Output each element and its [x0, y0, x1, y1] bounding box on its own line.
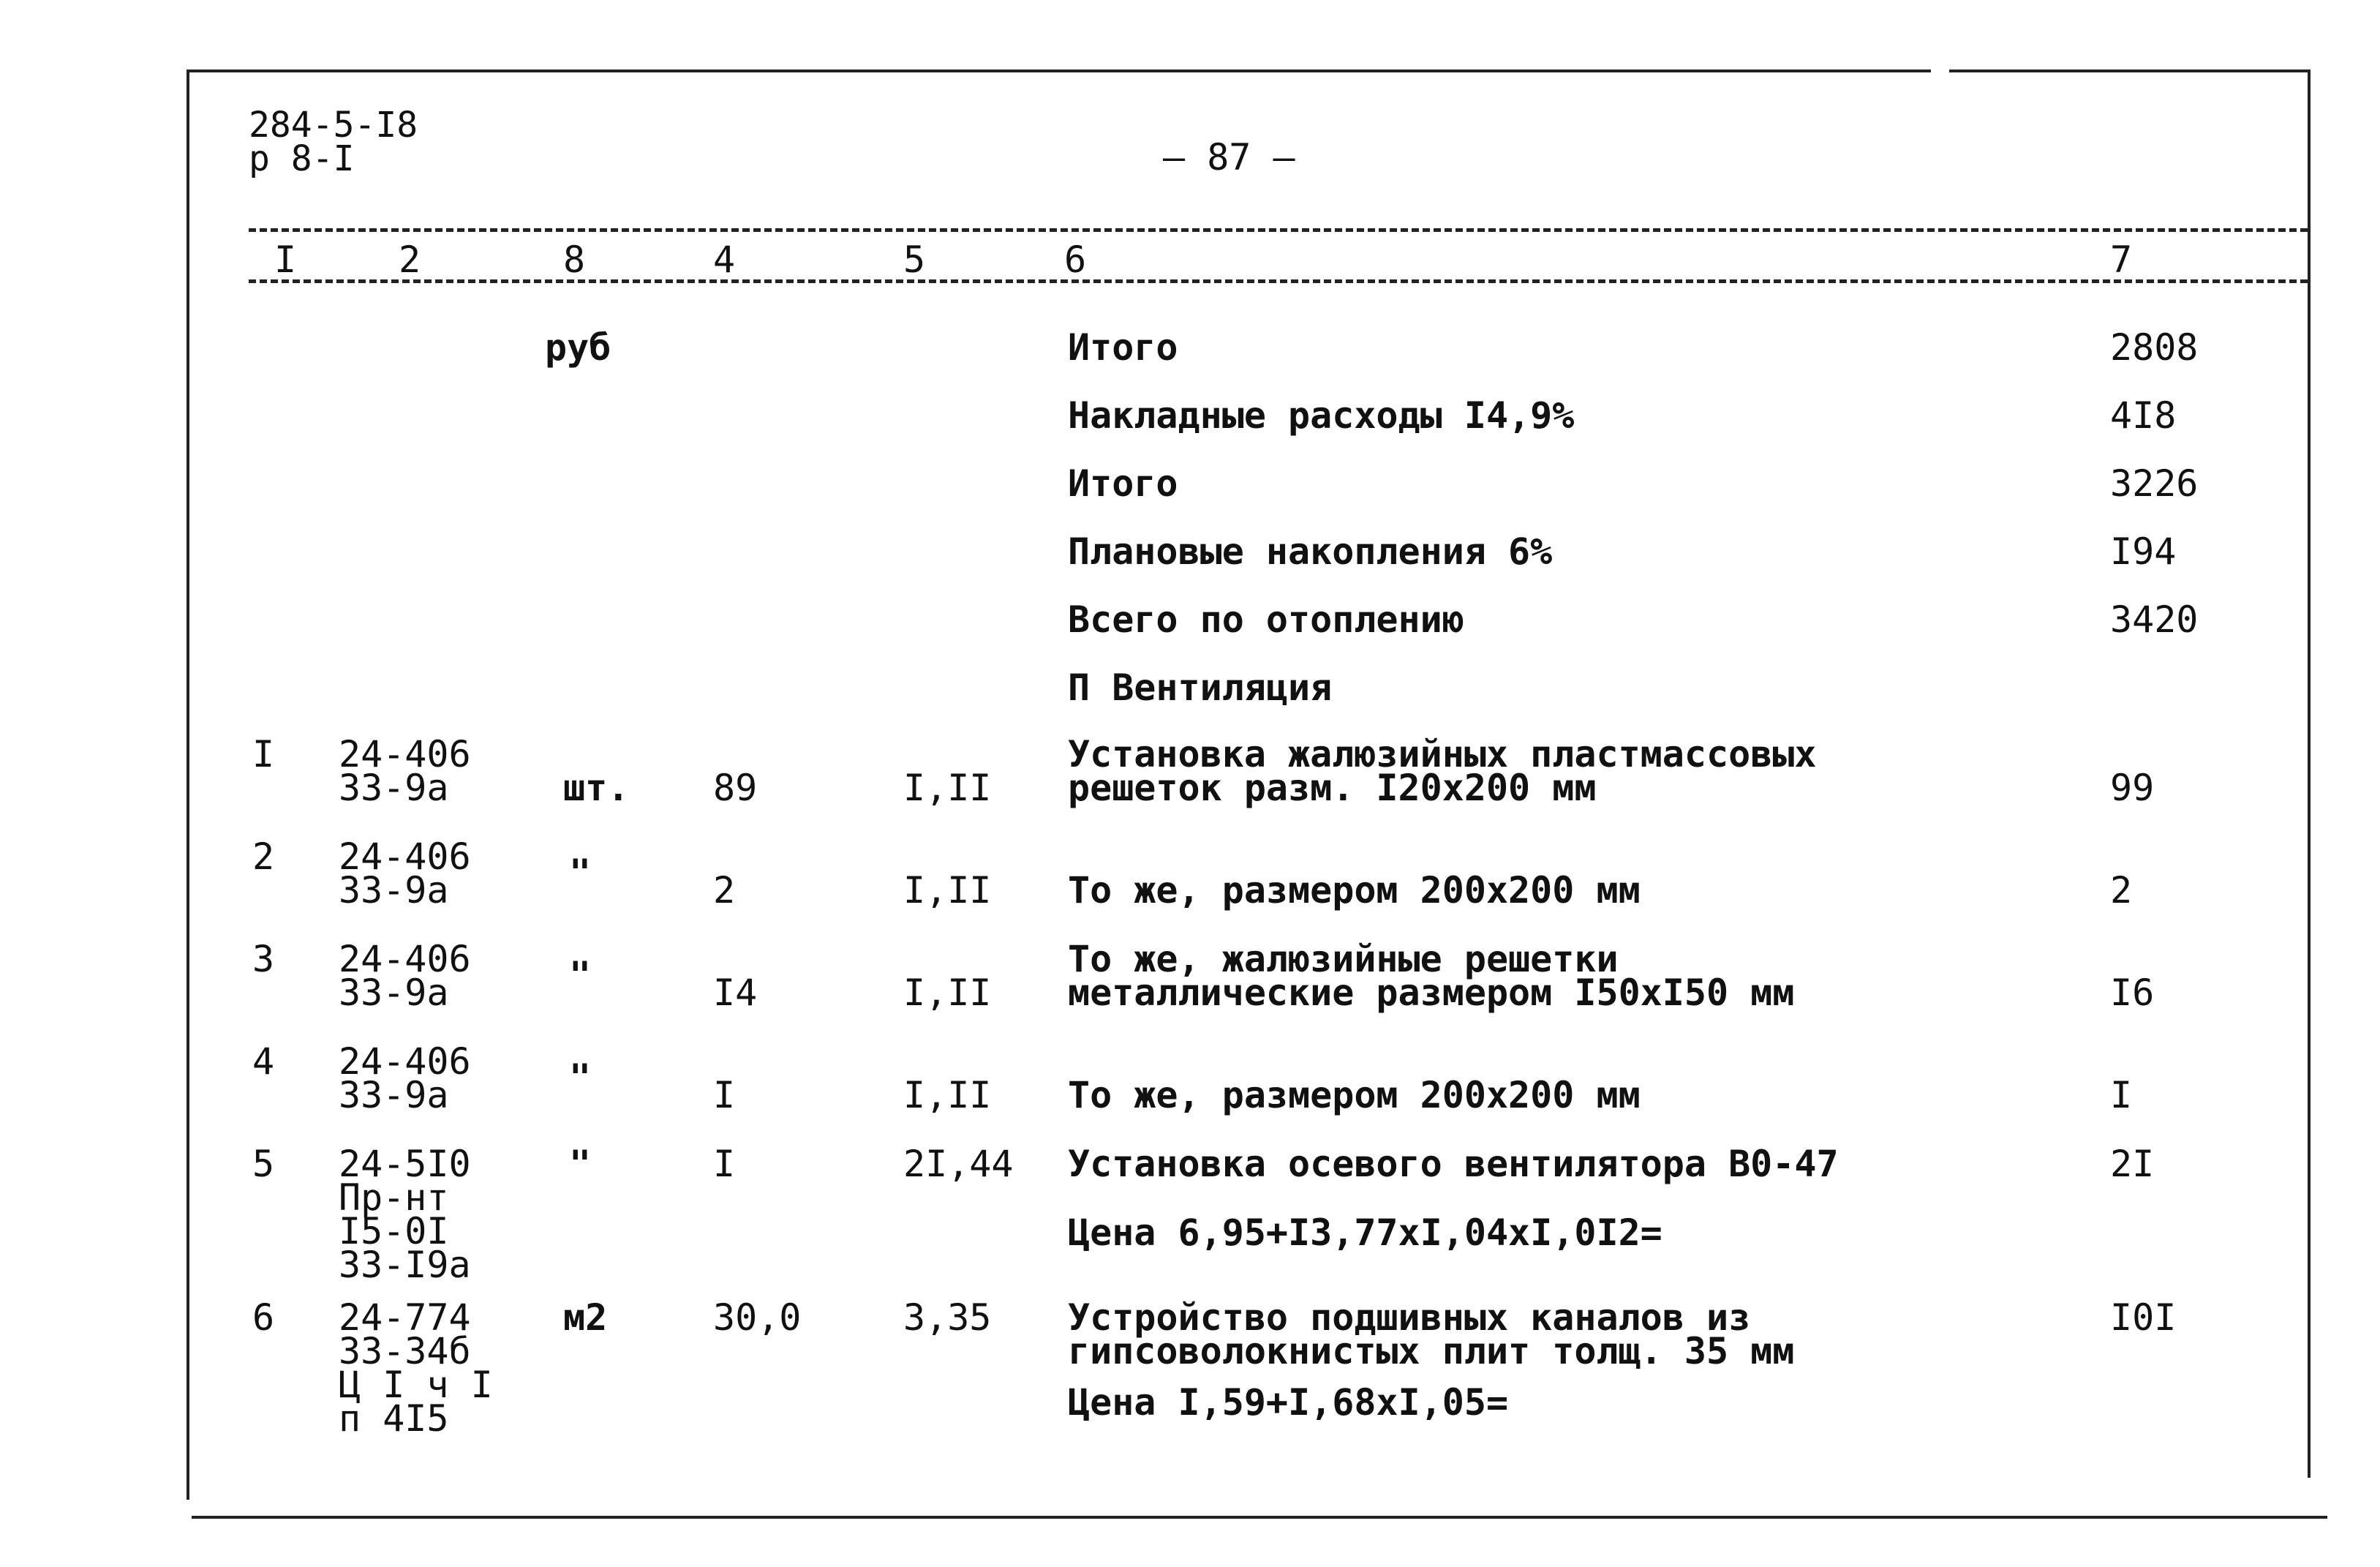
row-description-line: металлические размером I50хI50 мм: [1068, 972, 1795, 1014]
summary-value: 2808: [2110, 326, 2199, 369]
row-number: 6: [252, 1296, 275, 1339]
currency-unit-label: руб: [545, 326, 611, 369]
column-header-5: 5: [903, 238, 926, 281]
row-unit: ": [569, 852, 592, 894]
row-code-line: 24-774: [339, 1296, 471, 1339]
row-quantity: I: [713, 1074, 736, 1116]
row-unit: ": [569, 1056, 592, 1099]
row-description: [1068, 733, 1817, 809]
row-total: 2: [2110, 869, 2133, 912]
row-price: I,II: [903, 972, 992, 1014]
column-header-7: 7: [2110, 238, 2133, 281]
row-code: [339, 1040, 471, 1116]
row-code-line: 24-406: [339, 938, 471, 980]
row-quantity: 89: [713, 767, 758, 809]
row-code-line: Ц I ч I: [339, 1364, 493, 1406]
row-price-formula: Цена I,59+I,68хI,05=: [1068, 1381, 1509, 1424]
row-code-line: 33-9а: [339, 972, 449, 1014]
row-description-line: решеток разм. I20х200 мм: [1068, 767, 1597, 809]
row-quantity: I4: [713, 972, 758, 1014]
summary-label: Плановые накопления 6%: [1068, 530, 1553, 573]
column-header-2: 2: [399, 238, 421, 281]
column-header-bottom-rule: [249, 279, 2308, 283]
row-total: 99: [2110, 767, 2155, 809]
row-quantity: 2: [713, 869, 736, 912]
row-code-line: п 4I5: [339, 1397, 449, 1440]
column-header-1: I: [274, 238, 297, 281]
frame-left-border: [187, 69, 189, 1500]
row-price-formula: Цена 6,95+I3,77хI,04хI,0I2=: [1068, 1211, 1662, 1254]
row-code: [339, 1143, 471, 1286]
row-description-line: гипсоволокнистых плит толщ. 35 мм: [1068, 1330, 1795, 1372]
row-total: I6: [2110, 972, 2155, 1014]
summary-label: Итого: [1068, 462, 1178, 505]
row-code-line: 24-406: [339, 1040, 471, 1083]
row-number: I: [252, 733, 275, 775]
column-header-3: 8: [563, 238, 586, 281]
row-code-line: 24-5I0: [339, 1143, 471, 1185]
summary-label: Всего по отоплению: [1068, 598, 1464, 641]
section-title: П Вентиляция: [1068, 666, 1333, 709]
frame-top-border-right: [1949, 69, 2308, 72]
row-code-line: I5-0I: [339, 1210, 449, 1252]
column-header-6: 6: [1064, 238, 1087, 281]
row-code: [339, 1296, 493, 1440]
row-code-line: 24-406: [339, 835, 471, 878]
row-code-line: 33-9а: [339, 1074, 449, 1116]
row-price: 2I,44: [903, 1143, 1014, 1185]
page-number: — 87 —: [1163, 136, 1295, 179]
row-code-line: 33-9а: [339, 767, 449, 809]
frame-right-border: [2308, 69, 2311, 1478]
summary-label: Итого: [1068, 326, 1178, 369]
row-price: I,II: [903, 767, 992, 809]
row-code: [339, 733, 471, 809]
row-description-line: Установка жалюзийных пластмассовых: [1068, 733, 1817, 775]
summary-value: 3226: [2110, 462, 2199, 505]
column-header-4: 4: [713, 238, 736, 281]
row-description: [1068, 1296, 1795, 1372]
row-unit: ": [569, 954, 592, 996]
row-total: 2I: [2110, 1143, 2155, 1185]
row-unit: шт.: [563, 767, 630, 809]
row-price: I,II: [903, 1074, 992, 1116]
row-description-line: То же, жалюзийные решетки: [1068, 938, 1619, 980]
document-code-line1: 284-5-I8: [249, 105, 418, 146]
row-code: [339, 835, 471, 912]
row-code-line: 24-406: [339, 733, 471, 775]
frame-top-border: [187, 69, 1931, 72]
row-total: I0I: [2110, 1296, 2177, 1339]
row-quantity: I: [713, 1143, 736, 1185]
row-description: [1068, 938, 1795, 1014]
summary-value: 4I8: [2110, 394, 2177, 437]
row-unit: м2: [563, 1296, 608, 1339]
row-description: То же, размером 200х200 мм: [1068, 869, 1641, 912]
row-code: [339, 938, 471, 1014]
row-description: То же, размером 200х200 мм: [1068, 1074, 1641, 1116]
row-unit: ": [569, 1143, 592, 1185]
frame-bottom-border: [192, 1516, 2327, 1519]
row-code-line: 33-9а: [339, 869, 449, 912]
summary-value: 3420: [2110, 598, 2199, 641]
row-price: I,II: [903, 869, 992, 912]
row-code-line: 33-34б: [339, 1330, 471, 1372]
row-description: Установка осевого вентилятора В0-47: [1068, 1143, 1839, 1185]
row-quantity: 30,0: [713, 1296, 802, 1339]
row-description-line: Устройство подшивных каналов из: [1068, 1296, 1751, 1339]
row-number: 3: [252, 938, 275, 980]
row-price: 3,35: [903, 1296, 992, 1339]
document-code: [249, 105, 418, 179]
row-code-line: 33-I9а: [339, 1244, 471, 1286]
row-code-line: Пр-нт: [339, 1176, 449, 1219]
row-number: 5: [252, 1143, 275, 1185]
row-number: 4: [252, 1040, 275, 1083]
summary-label: Накладные расходы I4,9%: [1068, 394, 1575, 437]
row-total: I: [2110, 1074, 2133, 1116]
column-header-top-rule: [249, 228, 2308, 232]
summary-value: I94: [2110, 530, 2177, 573]
document-code-line2: р 8-I: [249, 138, 355, 179]
row-number: 2: [252, 835, 275, 878]
